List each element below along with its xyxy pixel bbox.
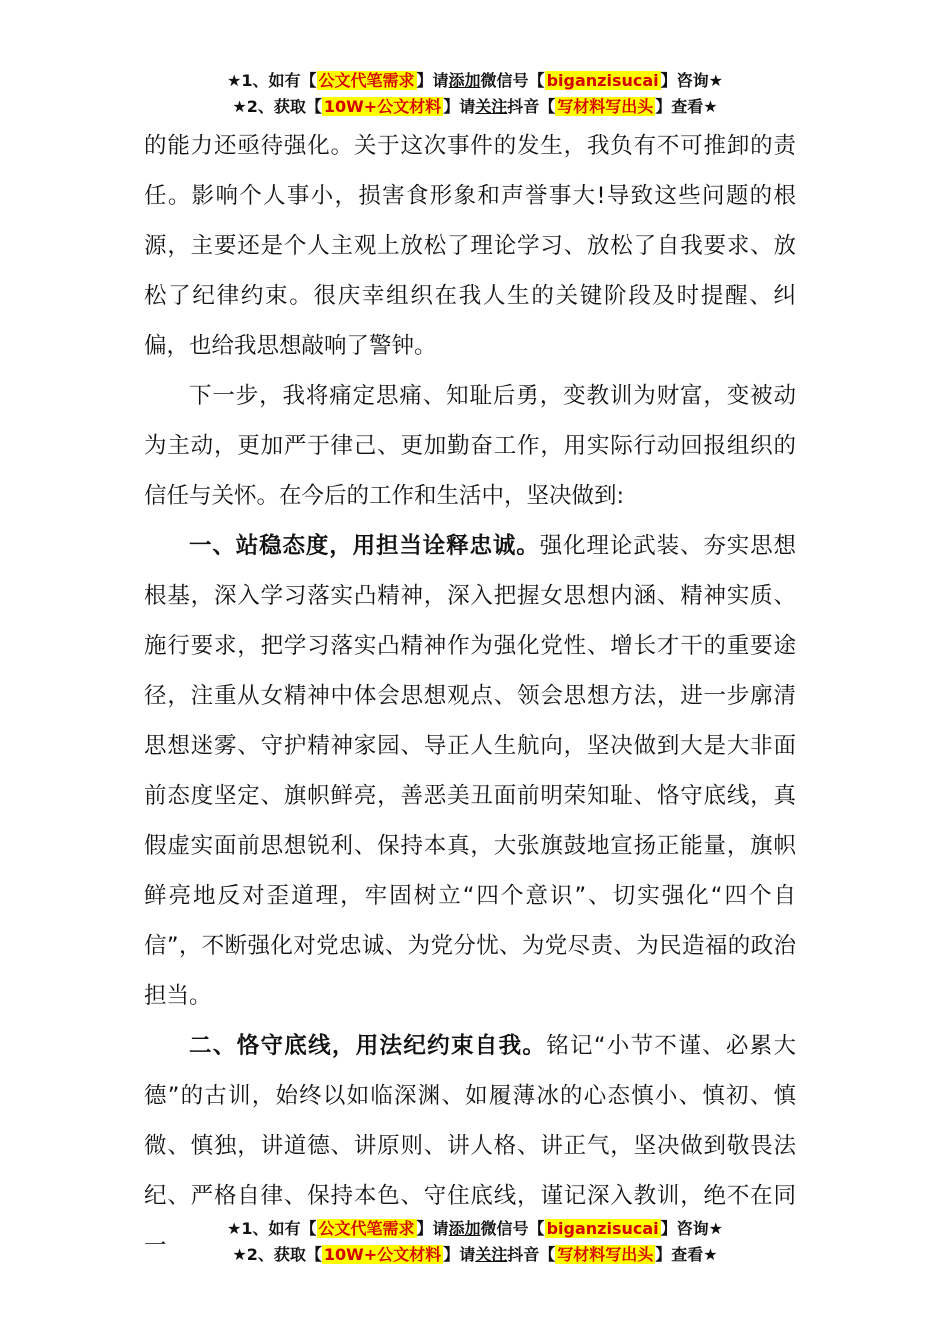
section-heading-1: 一、站稳态度，用担当诠释忠诚。 [189,533,540,559]
paragraph-2: 下一步，我将痛定思痛、知耻后勇，变教训为财富，变被动为主动，更加严于律己、更加勤奋工作，用实际行动回报组织的信任与关怀。在今后的工作和生活中，坚决做到: [144,383,796,509]
banner-highlight: 写材料写出头 [557,1245,654,1264]
document-body [144,121,796,1271]
paragraph-3 [144,521,796,1021]
banner-line-1: ★1、如有【 公文代笔需求 】请添加微信号【 biganzisucai 】咨询★ [227,1219,723,1238]
banner-highlight: 公文代笔需求 [318,1219,415,1238]
section-text-1: 强化理论武装、夯实思想根基，深入学习落实凸精神，深入把握女思想内涵、精神实质、施行要求，把学习落实凸精神作为强化党性、增长才干的重要途径，注重从女精神中体会思想观点、领会思想方法，进一步廓清思想迷雾、守护精神家园、导正人生航向，坚决做到大是大非面前态度坚定、旗帜鲜亮，善恶美丑面前明荣知耻、恪守底线，真假虚实面前思想锐利、保持本真，大张旗鼓地宣扬正能量，旗帜鲜亮地反对歪道理，牢固树立“四个意识”、切实强化“四个自信”，不断强化对党忠诚、为党分忧、为党尽责、为民造福的政治担当。 [144,533,796,1009]
banner-highlight: 公文代笔需求 [318,71,415,90]
header-banner [0,68,950,120]
banner-highlight: 10W+公文材料 [323,97,442,116]
paragraph-1: 的能力还亟待强化。关于这次事件的发生，我负有不可推卸的责任。影响个人事小，损害食形象和声誉事大!导致这些问题的根源，主要还是个人主观上放松了理论学习、放松了自我要求、放松了纪律约束。很庆幸组织在我人生的关键阶段及时提醒、纠偏，也给我思想敲响了警钟。 [144,133,796,359]
banner-highlight: biganzisucai [546,71,659,90]
banner-highlight: biganzisucai [546,1219,659,1238]
section-heading-2: 二、恪守底线，用法纪约束自我。 [189,1033,547,1059]
banner-highlight: 写材料写出头 [557,97,654,116]
banner-highlight: 10W+公文材料 [323,1245,442,1264]
banner-line-2: ★2、获取【 10W+公文材料 】请关注抖音【 写材料写出头 】查看★ [232,1245,718,1264]
section-text-2: 铭记“小节不谨、必累大德”的古训，始终以如临深渊、如履薄冰的心态慎小、慎初、慎微、慎独，讲道德、讲原则、讲人格、讲正气，坚决做到敬畏法纪、严格自律、保持本色、守住底线，谨记深入教训，绝不在同一 [144,1033,796,1259]
footer-banner [0,1216,950,1268]
banner-line-2: ★2、获取【 10W+公文材料 】请关注抖音【 写材料写出头 】查看★ [232,97,718,116]
banner-line-1: ★1、如有【 公文代笔需求 】请添加微信号【 biganzisucai 】咨询★ [227,71,723,90]
